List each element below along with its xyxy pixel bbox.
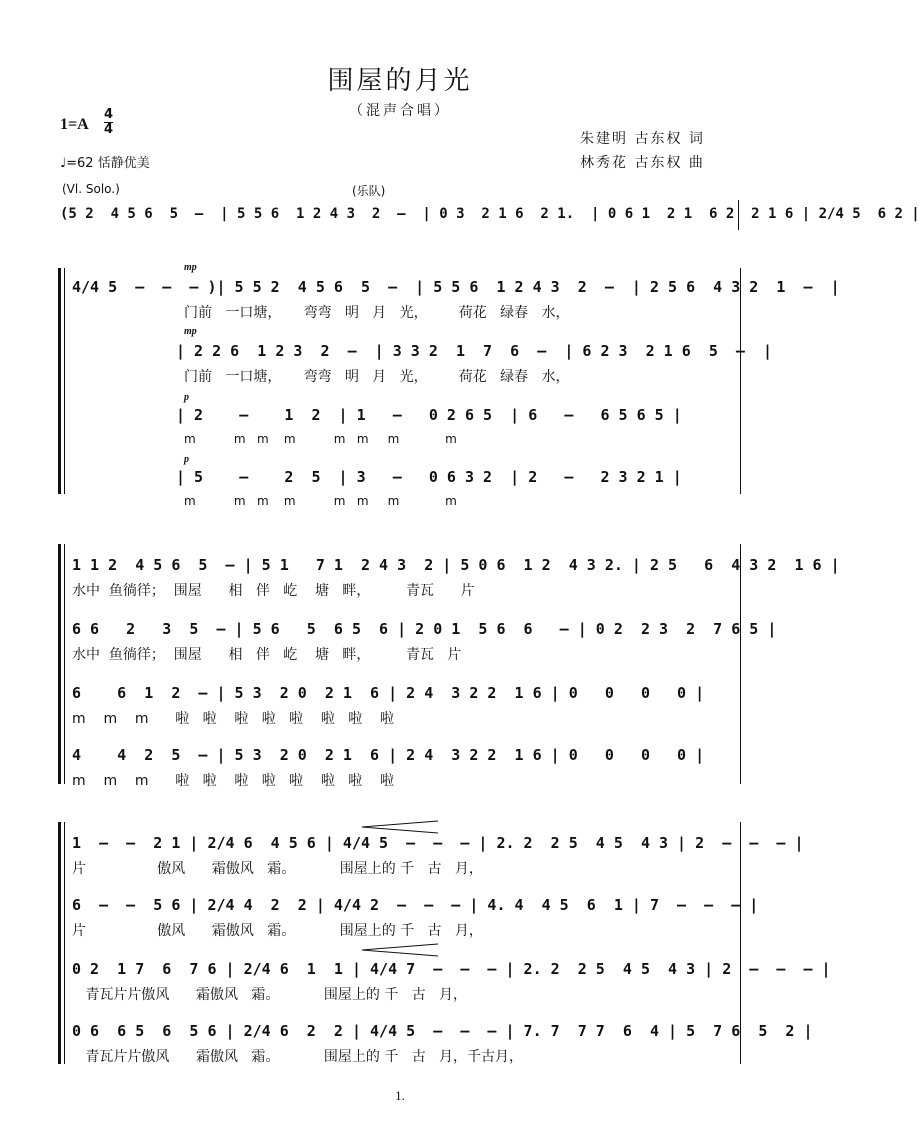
system2-end-barline xyxy=(740,544,741,784)
system3-voice3-lyrics: 青瓦片片傲风 霜傲风 霜。 围屋上的 千 古 月， xyxy=(72,987,468,1003)
lyricist-credit: 朱建明 古东权 词 xyxy=(580,131,705,147)
system3-voice2-notation: 6 – – 5 6 | 2/4 4 2 2 | 4/4 2 – – – | 4. 4 4 5 6 1 | 7 – – – | xyxy=(72,896,759,914)
system1-voice4-lyrics: m m m m m m m m xyxy=(184,494,457,508)
system1-voice1-lyrics: 门前 一口塘， 弯弯 明 月 光， 荷花 绿春 水， xyxy=(184,305,570,321)
system3-voice4-lyrics: 青瓦片片傲风 霜傲风 霜。 围屋上的 千 古 月，千古月， xyxy=(72,1049,524,1065)
system1-voice1-notation: 4/4 5 – – – )| 5 5 2 4 5 6 5 – | 5 5 6 1 2 4 3 2 – | 2 5 6 4 3 2 1 – | xyxy=(72,278,840,296)
tempo-marking: ♩=62 恬静优美 xyxy=(60,156,150,171)
system3-voice2-lyrics: 片 傲风 霜傲风 霜。 围屋上的 千 古 月， xyxy=(72,923,483,939)
system3-bracket-inner xyxy=(64,822,65,1064)
time-signature-denominator: 4 xyxy=(104,122,114,137)
song-title: 围屋的月光 xyxy=(327,66,473,96)
system1-bracket xyxy=(58,268,61,494)
system3-voice3-notation: 0 2 1 7 6 7 6 | 2/4 6 1 1 | 4/4 7 – – – | 2. 2 2 5 4 5 4 3 | 2 – – – | xyxy=(72,960,831,978)
system2-voice4-lyrics: m m m 啦 啦 啦 啦 啦 啦 啦 啦 xyxy=(72,773,395,789)
system3-voice1-notation: 1 – – 2 1 | 2/4 6 4 5 6 | 4/4 5 – – – | 2. 2 2 5 4 5 4 3 | 2 – – – | xyxy=(72,834,804,852)
system3-bracket xyxy=(58,822,61,1064)
page-number: 1. xyxy=(395,1088,405,1103)
system1-voice4-notation: | 5 – 2 5 | 3 – 0 6 3 2 | 2 – 2 3 2 1 | xyxy=(176,468,682,486)
song-subtitle: （混声合唱） xyxy=(349,103,451,119)
system2-voice1-notation: 1 1 2 4 5 6 5 – | 5 1 7 1 2 4 3 2 | 5 0 6 1 2 4 3 2. | 2 5 6 4 3 2 1 6 | xyxy=(72,556,840,574)
system3-crescendo-2 xyxy=(360,943,440,957)
system3-crescendo-1 xyxy=(360,820,440,834)
system1-v4-dynamic: p xyxy=(184,454,189,465)
system2-voice2-notation: 6 6 2 3 5 – | 5 6 5 6 5 6 | 2 0 1 5 6 6 – | 0 2 2 3 2 7 6 5 | xyxy=(72,620,777,638)
system2-voice1-lyrics: 水中 鱼徜徉； 围屋 相 伴 屹 塘 畔， 青瓦 片 xyxy=(72,583,475,599)
system1-bracket-inner xyxy=(64,268,65,494)
system1-end-barline xyxy=(740,268,741,494)
system2-bracket-inner xyxy=(64,544,65,784)
band-label: (乐队) xyxy=(352,184,386,198)
system1-voice3-lyrics: m m m m m m m m xyxy=(184,432,457,446)
intro-label: (Vl. Solo.) xyxy=(62,182,120,196)
system2-voice2-lyrics: 水中 鱼徜徉； 围屋 相 伴 屹 塘 畔， 青瓦 片 xyxy=(72,647,462,663)
system3-voice1-lyrics: 片 傲风 霜傲风 霜。 围屋上的 千 古 月， xyxy=(72,861,483,877)
system1-v1-dynamic: mp xyxy=(184,262,197,273)
intro-notation: (5 2 4 5 6 5 – | 5 5 6 1 2 4 3 2 – | 0 3 2 1 6 2 1. | 0 6 1 2 1 6 2 2 1 6 | 2/4 5 6 2 | xyxy=(60,206,920,222)
system1-v3-dynamic: p xyxy=(184,392,189,403)
system3-voice4-notation: 0 6 6 5 6 5 6 | 2/4 6 2 2 | 4/4 5 – – – | 7. 7 7 7 6 4 | 5 7 6 5 2 | xyxy=(72,1022,813,1040)
system2-voice3-notation: 6 6 1 2 – | 5 3 2 0 2 1 6 | 2 4 3 2 2 1 6 | 0 0 0 0 | xyxy=(72,684,705,702)
system1-voice2-lyrics: 门前 一口塘， 弯弯 明 月 光， 荷花 绿春 水， xyxy=(184,369,570,385)
key-signature: 1=A xyxy=(60,116,89,133)
time-signature-numerator: 4 xyxy=(104,107,114,122)
system1-v2-dynamic: mp xyxy=(184,326,197,337)
system2-bracket xyxy=(58,544,61,784)
system1-voice2-notation: | 2 2 6 1 2 3 2 – | 3 3 2 1 7 6 – | 6 2 3 2 1 6 5 – | xyxy=(176,342,773,360)
system2-voice4-notation: 4 4 2 5 – | 5 3 2 0 2 1 6 | 2 4 3 2 2 1 6 | 0 0 0 0 | xyxy=(72,746,705,764)
intro-end-barline xyxy=(738,200,739,230)
time-signature xyxy=(104,108,113,137)
composer-credit: 林秀花 古东权 曲 xyxy=(580,155,705,171)
system2-voice3-lyrics: m m m 啦 啦 啦 啦 啦 啦 啦 啦 xyxy=(72,711,395,727)
system1-voice3-notation: | 2 – 1 2 | 1 – 0 2 6 5 | 6 – 6 5 6 5 | xyxy=(176,406,682,424)
